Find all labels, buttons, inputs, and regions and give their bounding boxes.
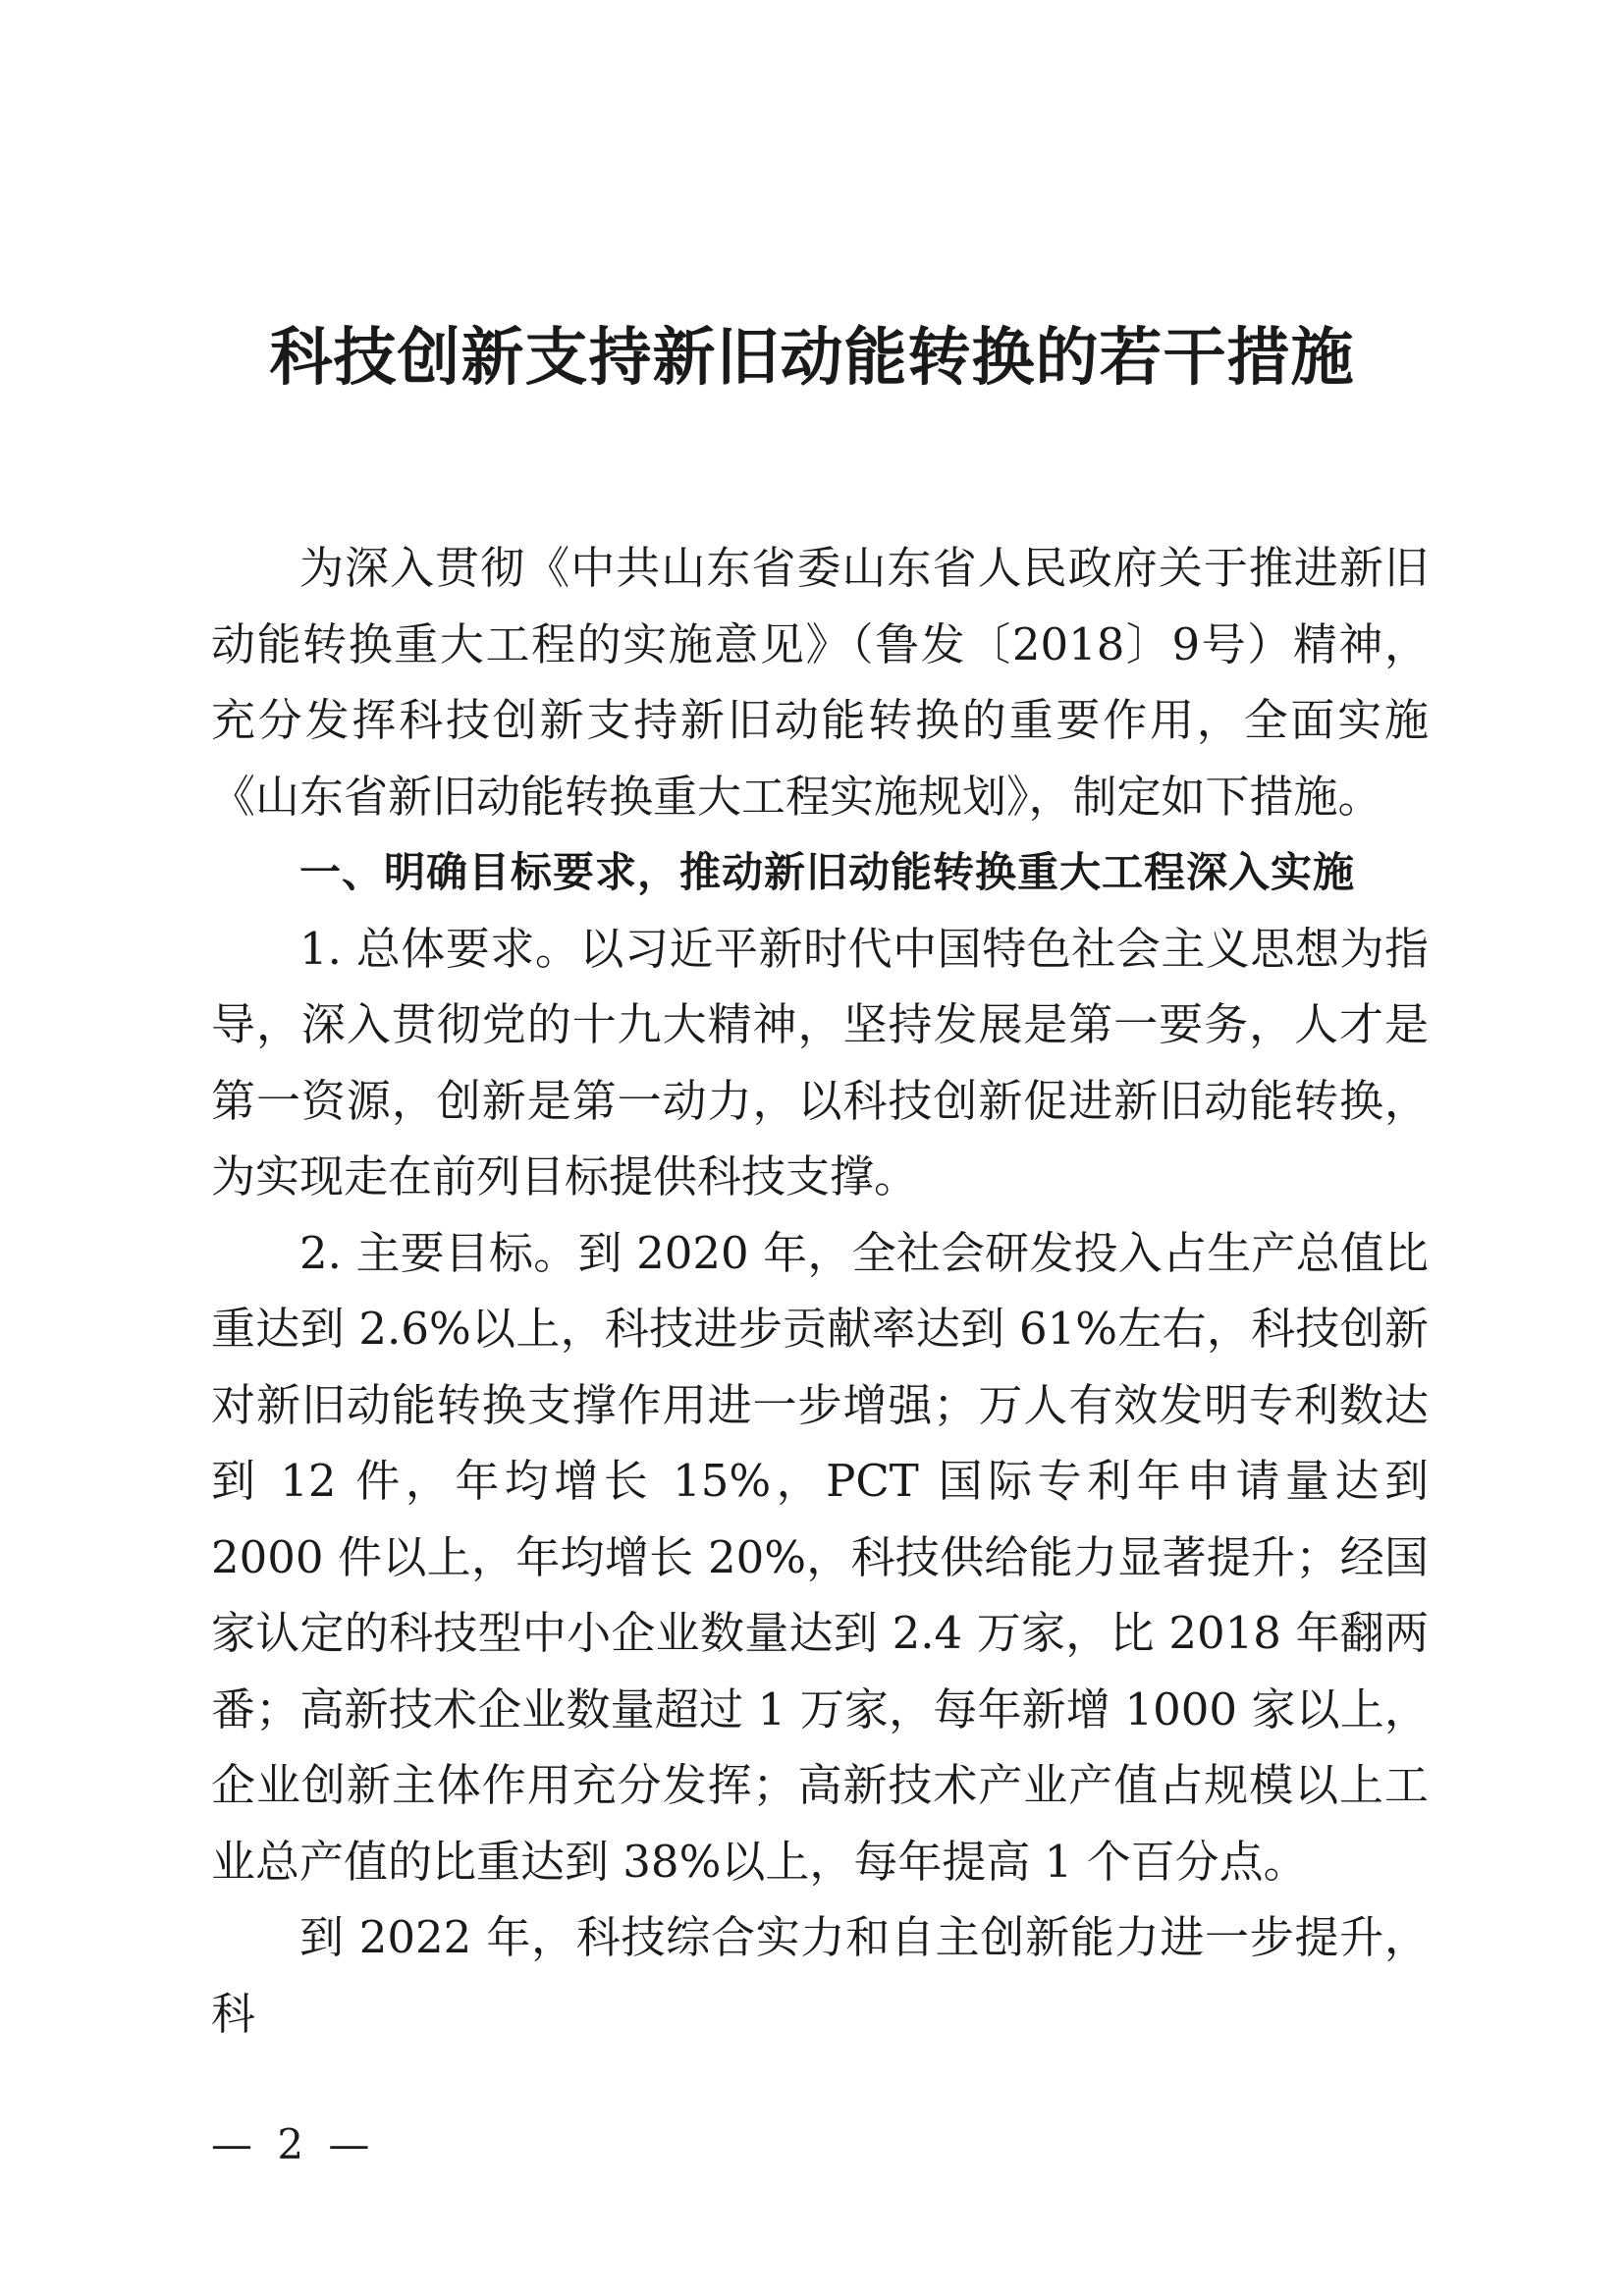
document-body bbox=[211, 530, 1429, 2052]
document-title: 科技创新支持新旧动能转换的若干措施 bbox=[269, 321, 1355, 395]
section-heading-1: 一、明确目标要求，推动新旧动能转换重大工程深入实施 bbox=[299, 848, 1356, 896]
page-number: — 2 — bbox=[211, 2120, 376, 2168]
intro-paragraph: 为深入贯彻《中共山东省委山东省人民政府关于推进新旧动能转换重大工程的实施意见》（鲁发〔2018〕9号）精神，充分发挥科技创新支持新旧动能转换的重要作用，全面实施《山东省新旧动能转换重大工程实施规划》，制定如下措施。 bbox=[211, 542, 1429, 823]
paragraph-overall-requirements: 1. 总体要求。以习近平新时代中国特色社会主义思想为指导，深入贯彻党的十九大精神，坚持发展是第一要务，人才是第一资源，创新是第一动力，以科技创新促进新旧动能转换，为实现走在前列目标提供科技支撑。 bbox=[211, 922, 1429, 1202]
paragraph-main-targets: 2. 主要目标。到 2020 年，全社会研发投入占生产总值比重达到 2.6%以上，科技进步贡献率达到 61%左右，科技创新对新旧动能转换支撑作用进一步增强；万人有效发明专利数达到 12 件，年均增长 15%，PCT 国际专利年申请量达到 2000 件以上，年均增长 20%，科技供给能力显著提升；经国家认定的科技型中小企业数量达到 2.4 万家，比 2018 年翻两番；高新技术企业数量超过 1 万家，每年新增 1000 家以上，企业创新主体作用充分发挥；高新技术产业产值占规模以上工业总产值的比重达到 38%以上，每年提高 1 个百分点。 bbox=[211, 1226, 1429, 1888]
paragraph-2022-targets: 到 2022 年，科技综合实力和自主创新能力进一步提升，科 bbox=[211, 1911, 1429, 2040]
